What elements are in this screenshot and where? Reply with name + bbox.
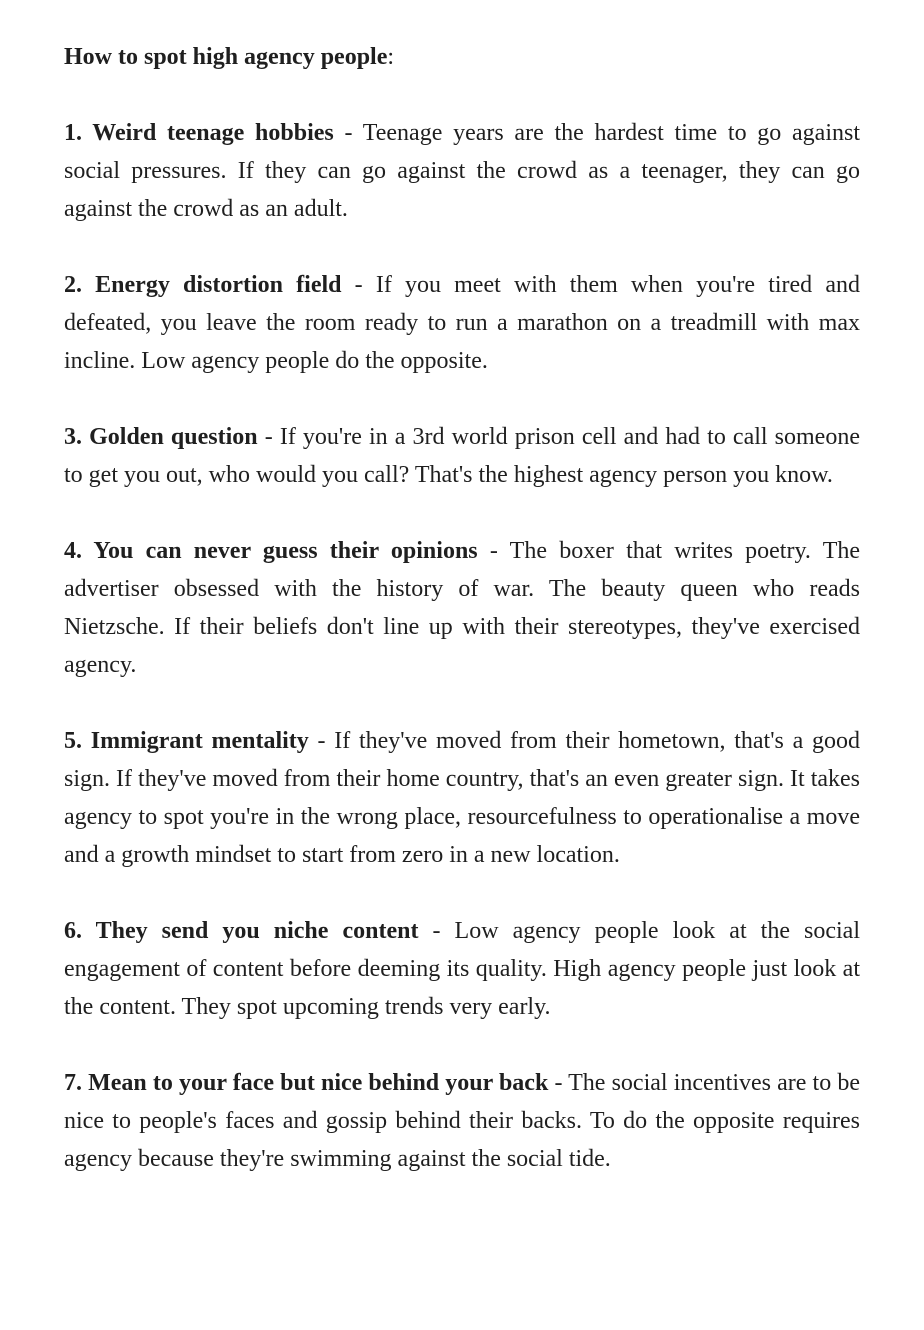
item-title: 5. Immigrant mentality bbox=[64, 728, 309, 754]
item-separator: - bbox=[333, 120, 363, 146]
list-item bbox=[64, 532, 860, 684]
item-title: 4. You can never guess their opinions bbox=[64, 538, 478, 564]
item-title: 6. They send you niche content bbox=[64, 918, 419, 944]
item-separator: - bbox=[548, 1070, 569, 1096]
item-body: If they've moved from their hometown, that's a good sign. If they've moved from their home country, that's an even greater sign. It takes agency to spot you're in the wrong place, resourcefulness to operationalise a move and a growth mindset to start from zero in a new location. bbox=[64, 728, 861, 868]
list-item bbox=[64, 114, 860, 228]
item-title: 2. Energy distortion field bbox=[64, 272, 342, 298]
heading-text: How to spot high agency people bbox=[64, 44, 388, 70]
item-title: 7. Mean to your face but nice behind your back bbox=[64, 1070, 549, 1096]
item-separator: - bbox=[257, 424, 280, 450]
item-title: 3. Golden question bbox=[64, 424, 258, 450]
item-body: If you're in a 3rd world prison cell and had to call someone to get you out, who would you call? That's the highest agency person you know. bbox=[64, 424, 860, 488]
item-body: If you meet with them when you're tired and defeated, you leave the room ready to run a marathon on a treadmill with max incline. Low agency people do the opposite. bbox=[64, 272, 861, 374]
item-separator: - bbox=[418, 918, 455, 944]
list-item bbox=[64, 418, 860, 494]
item-separator: - bbox=[308, 728, 335, 754]
list-item bbox=[64, 266, 860, 380]
item-body: The boxer that writes poetry. The advertiser obsessed with the history of war. The beauty queen who reads Nietzsche. If their beliefs don't line up with their stereotypes, they've exercised agency. bbox=[64, 538, 861, 678]
document-heading bbox=[64, 38, 860, 76]
item-body: Teenage years are the hardest time to go against social pressures. If they can go against the crowd as a teenager, they can go against the crowd as an adult. bbox=[64, 120, 860, 222]
item-body: Low agency people look at the social engagement of content before deeming its quality. High agency people just look at the content. They spot upcoming trends very early. bbox=[64, 918, 860, 1020]
heading-suffix: : bbox=[387, 44, 395, 70]
item-title: 1. Weird teenage hobbies bbox=[64, 120, 334, 146]
list-item bbox=[64, 1064, 860, 1178]
list-item bbox=[64, 912, 860, 1026]
document-page bbox=[64, 38, 860, 1178]
item-separator: - bbox=[477, 538, 510, 564]
item-body: The social incentives are to be nice to people's faces and gossip behind their backs. To do the opposite requires agency because they're swimming against the social tide. bbox=[64, 1070, 861, 1172]
list-item bbox=[64, 722, 860, 874]
item-separator: - bbox=[341, 272, 376, 298]
